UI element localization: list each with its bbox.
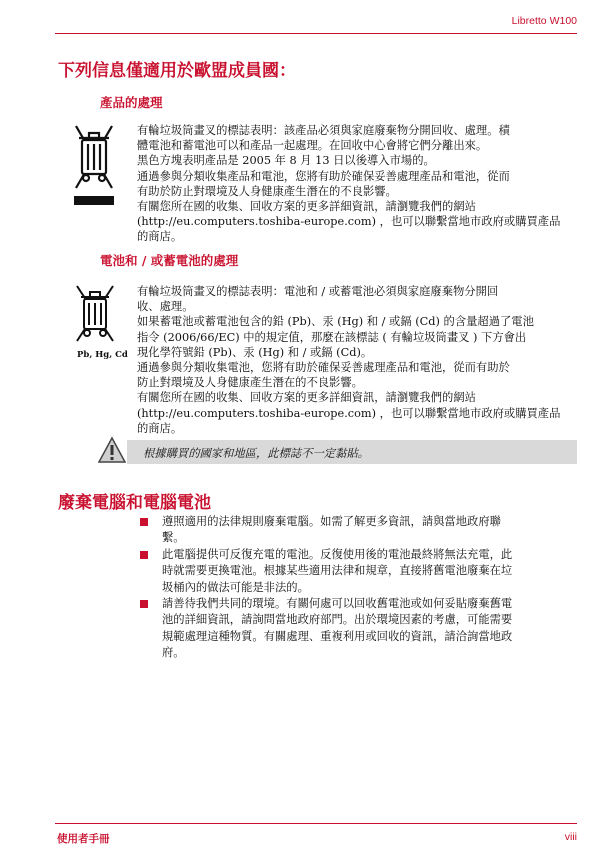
disposal-bullet-list (140, 514, 573, 662)
text-line: 黑色方塊表明產品是 2005 年 8 月 13 日以後導入市場的。 (137, 154, 435, 168)
bullet-square-icon (140, 551, 148, 559)
chemical-symbols-label: Pb, Hg, Cd (77, 350, 128, 360)
text-line: 指令 (2006/66/EC) 中的規定值，那麼在該標誌 ( 有輪垃圾筒畫叉 ) 下方會出 (137, 330, 527, 344)
footer-manual-title: 使用者手冊 (57, 833, 110, 845)
text-line: 有輪垃圾筒畫叉的標誌表明：電池和 / 或蓄電池必須與家庭廢棄物分開回 (137, 285, 499, 298)
running-header: Libretto W100 (511, 15, 577, 27)
warning-icon (97, 436, 127, 468)
text-line: 有關您所在國的收集、回收方案的更多詳細資訊，請瀏覽我們的網站 (137, 200, 476, 214)
list-item (140, 514, 573, 547)
section-title-eu: 下列信息僅適用於歐盟成員國： (58, 61, 296, 81)
text-line: 如果蓄電池或蓄電池包含的鉛 (Pb)、汞 (Hg) 和 / 或鎘 (Cd) 的含量超過了電池 (137, 315, 534, 329)
bullet-square-icon (140, 518, 148, 526)
text-line: 通過參與分類收集產品和電池，您將有助於確保妥善處理產品和電池，從而 (137, 169, 510, 183)
crossed-bin-with-bar-icon (70, 122, 118, 214)
text-line: 通過參與分類收集電池，您將有助於確保妥善處理產品和電池，從而有助於 (137, 361, 510, 375)
header-rule (55, 33, 577, 34)
text-line: 府。 (162, 646, 185, 660)
battery-disposal-heading: 電池和 / 或蓄電池的處理 (100, 253, 239, 268)
text-line: (http://eu.computers.toshiba-europe.com) ，也可以聯繫當地市政府或購買產品 (137, 215, 561, 229)
text-line: 有關您所在國的收集、回收方案的更多詳細資訊，請瀏覽我們的網站 (137, 391, 476, 405)
product-disposal-text (137, 123, 577, 245)
page-number: viii (564, 831, 577, 843)
footer-rule (55, 823, 577, 824)
text-line: 圾桶內的做法可能是非法的。 (162, 580, 309, 594)
text-line: (http://eu.computers.toshiba-europe.com) ，也可以聯繫當地市政府或購買產品 (137, 406, 561, 420)
text-line: 防止對環境及人身健康產生潛在的不良影響。 (137, 376, 363, 390)
battery-disposal-text (137, 284, 577, 436)
text-line: 現化學符號鉛 (Pb)、汞 (Hg) 和 / 或鎘 (Cd)。 (137, 345, 373, 359)
text-line: 遵照適用的法律規則廢棄電腦。如需了解更多資訊，請與當地政府聯 (162, 515, 501, 528)
text-line: 有助於防止對環境及人身健康產生潛在的不良影響。 (137, 184, 397, 198)
text-line: 的商店。 (137, 421, 183, 435)
section-title-disposal: 廢棄電腦和電腦電池 (58, 493, 211, 513)
note-box (127, 440, 577, 464)
crossed-bin-icon (72, 283, 118, 349)
text-line: 的商店。 (137, 230, 183, 244)
list-item (140, 547, 573, 596)
text-line: 請善待我們共同的環境。有關何處可以回收舊電池或如何妥貼廢棄舊電 (162, 597, 513, 611)
text-line: 時就需要更換電池。根據某些適用法律和規章，直接將舊電池廢棄在垃 (162, 564, 513, 578)
text-line: 池的詳細資訊，請詢問當地政府部門。出於環境因素的考慮，可能需要 (162, 613, 513, 627)
bullet-square-icon (140, 600, 148, 608)
product-disposal-heading: 產品的處理 (100, 95, 163, 110)
text-line: 規範處理這種物質。有關處理、重複利用或回收的資訊，請洽詢當地政 (162, 629, 513, 643)
list-item (140, 596, 573, 662)
text-line: 繫。 (162, 531, 185, 545)
text-line: 此電腦提供可反復充電的電池。反復使用後的電池最終將無法充電，此 (162, 547, 513, 561)
text-line: 有輪垃圾筒畫叉的標誌表明：該產品必須與家庭廢棄物分開回收、處理。積 (137, 124, 510, 137)
note-text: 根據購買的國家和地區，此標誌不一定黏貼。 (143, 447, 369, 460)
text-line: 體電池和蓄電池可以和產品一起處理。在回收中心會將它們分離出來。 (137, 139, 488, 153)
text-line: 收、處理。 (137, 300, 194, 314)
